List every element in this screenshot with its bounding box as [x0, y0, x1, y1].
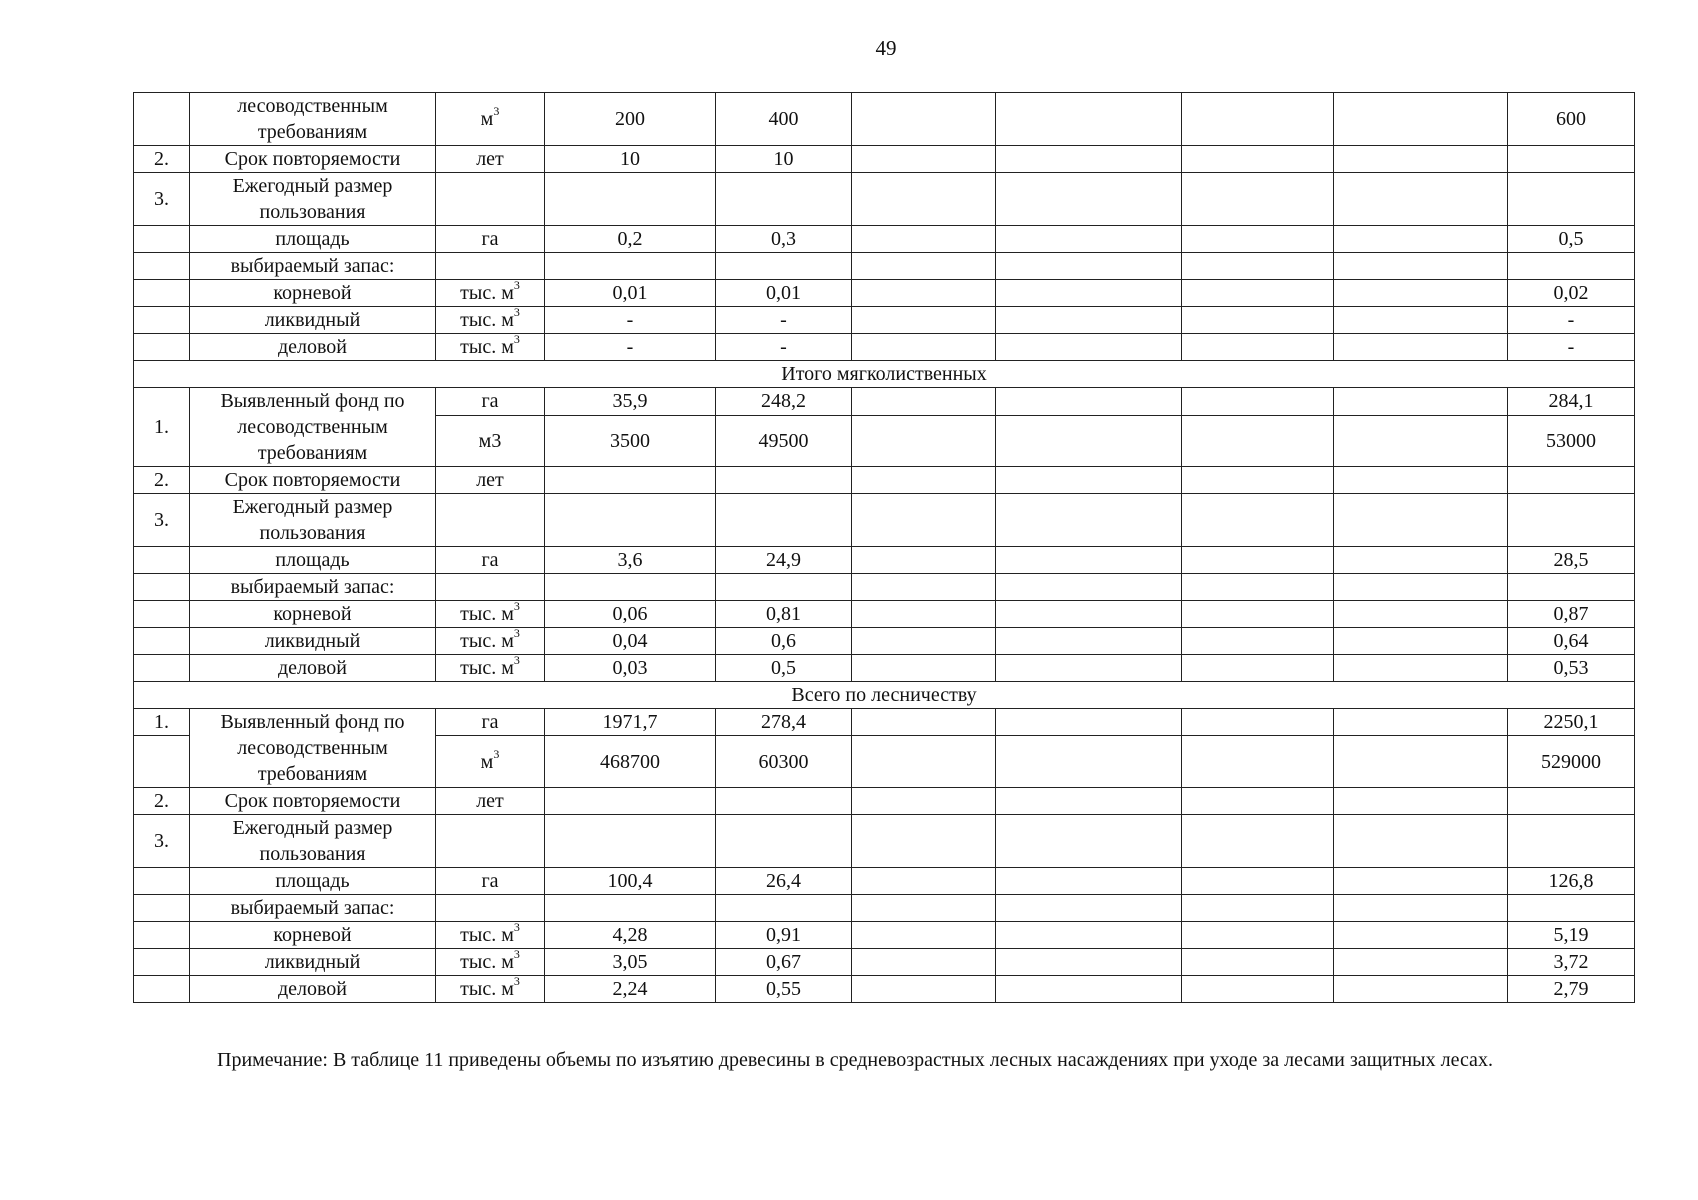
empty-cell [1182, 736, 1334, 788]
unit-cell: тыс. $м^3$ [436, 949, 545, 976]
table-row [134, 253, 1635, 280]
unit-cell: га [436, 226, 545, 253]
total-cell: 2250,1 [1508, 709, 1635, 736]
total-cell: 3,72 [1508, 949, 1635, 976]
row-number [134, 93, 190, 146]
row-number [134, 949, 190, 976]
row-name: выбираемый запас: [190, 574, 436, 601]
total-cell [1508, 815, 1635, 868]
empty-cell [1334, 976, 1508, 1003]
value-cell [716, 788, 852, 815]
total-cell: 0,53 [1508, 655, 1635, 682]
row-name: деловой [190, 334, 436, 361]
empty-cell [852, 736, 996, 788]
unit-cell [436, 895, 545, 922]
unit-cell: лет [436, 146, 545, 173]
value-cell: 26,4 [716, 868, 852, 895]
row-number: 2. [134, 467, 190, 494]
total-cell [1508, 467, 1635, 494]
empty-cell [1334, 574, 1508, 601]
total-cell: 284,1 [1508, 388, 1635, 416]
empty-cell [1182, 388, 1334, 416]
total-cell: - [1508, 307, 1635, 334]
value-cell [716, 467, 852, 494]
row-name: корневой [190, 280, 436, 307]
empty-cell [852, 628, 996, 655]
row-name: Срок повторяемости [190, 788, 436, 815]
table-body [134, 93, 1635, 1003]
value-cell [545, 815, 716, 868]
value-cell [716, 173, 852, 226]
unit-cell: м3 [436, 415, 545, 466]
value-cell: 24,9 [716, 547, 852, 574]
total-cell [1508, 788, 1635, 815]
row-name: деловой [190, 976, 436, 1003]
row-name: Ежегодный размер пользования [190, 494, 436, 547]
table-row [134, 815, 1635, 868]
value-cell [716, 574, 852, 601]
empty-cell [1334, 307, 1508, 334]
empty-cell [1182, 922, 1334, 949]
empty-cell [996, 226, 1182, 253]
unit-cell [436, 253, 545, 280]
empty-cell [852, 895, 996, 922]
empty-cell [1334, 815, 1508, 868]
value-cell: 3500 [545, 415, 716, 466]
row-number [134, 601, 190, 628]
total-cell: 600 [1508, 93, 1635, 146]
unit-cell: $м^3$ [436, 736, 545, 788]
empty-cell [1334, 415, 1508, 466]
row-number: 2. [134, 788, 190, 815]
row-number [134, 307, 190, 334]
value-cell: 10 [545, 146, 716, 173]
unit-cell: тыс. $м^3$ [436, 922, 545, 949]
value-cell: - [716, 334, 852, 361]
value-cell [545, 494, 716, 547]
empty-cell [1334, 280, 1508, 307]
total-cell: 5,19 [1508, 922, 1635, 949]
total-cell: 2,79 [1508, 976, 1635, 1003]
unit-cell: тыс. $м^3$ [436, 976, 545, 1003]
empty-cell [1182, 226, 1334, 253]
empty-cell [852, 709, 996, 736]
value-cell [716, 895, 852, 922]
unit-cell: тыс. $м^3$ [436, 655, 545, 682]
row-number: 1. [134, 709, 190, 736]
empty-cell [1334, 736, 1508, 788]
empty-cell [852, 815, 996, 868]
value-cell [716, 815, 852, 868]
row-number [134, 226, 190, 253]
empty-cell [852, 547, 996, 574]
empty-cell [996, 307, 1182, 334]
table-row [134, 601, 1635, 628]
empty-cell [1182, 949, 1334, 976]
value-cell: - [545, 307, 716, 334]
total-cell: 28,5 [1508, 547, 1635, 574]
total-cell: 529000 [1508, 736, 1635, 788]
total-cell: 53000 [1508, 415, 1635, 466]
empty-cell [1334, 467, 1508, 494]
value-cell: 2,24 [545, 976, 716, 1003]
empty-cell [1182, 173, 1334, 226]
row-number [134, 736, 190, 788]
value-cell: 200 [545, 93, 716, 146]
empty-cell [852, 280, 996, 307]
empty-cell [1182, 146, 1334, 173]
unit-cell: га [436, 709, 545, 736]
empty-cell [1334, 173, 1508, 226]
value-cell: 1971,7 [545, 709, 716, 736]
row-name: Ежегодный размер пользования [190, 815, 436, 868]
row-name: ликвидный [190, 307, 436, 334]
empty-cell [996, 467, 1182, 494]
empty-cell [996, 547, 1182, 574]
empty-cell [996, 146, 1182, 173]
empty-cell [996, 815, 1182, 868]
empty-cell [1334, 226, 1508, 253]
empty-cell [852, 601, 996, 628]
row-name: корневой [190, 922, 436, 949]
value-cell [545, 253, 716, 280]
page-number: 49 [875, 36, 897, 60]
empty-cell [1182, 93, 1334, 146]
row-number: 1. [134, 388, 190, 467]
empty-cell [996, 788, 1182, 815]
row-number: 3. [134, 494, 190, 547]
empty-cell [996, 253, 1182, 280]
empty-cell [1182, 574, 1334, 601]
value-cell: 10 [716, 146, 852, 173]
empty-cell [1182, 976, 1334, 1003]
empty-cell [1334, 494, 1508, 547]
empty-cell [852, 226, 996, 253]
empty-cell [1334, 655, 1508, 682]
row-name: Выявленный фонд по лесоводственным требованиям [190, 388, 436, 467]
empty-cell [852, 388, 996, 416]
empty-cell [1334, 788, 1508, 815]
row-number [134, 655, 190, 682]
unit-cell: тыс. $м^3$ [436, 280, 545, 307]
empty-cell [1334, 388, 1508, 416]
section-header-row [134, 361, 1635, 388]
empty-cell [1334, 146, 1508, 173]
empty-cell [1334, 628, 1508, 655]
empty-cell [1334, 547, 1508, 574]
value-cell: 248,2 [716, 388, 852, 416]
unit-cell: тыс. $м^3$ [436, 628, 545, 655]
empty-cell [852, 494, 996, 547]
table-row [134, 280, 1635, 307]
value-cell: 468700 [545, 736, 716, 788]
row-number: 3. [134, 173, 190, 226]
value-cell: 3,05 [545, 949, 716, 976]
empty-cell [852, 788, 996, 815]
unit-cell: га [436, 388, 545, 416]
table-row [134, 574, 1635, 601]
row-name: площадь [190, 547, 436, 574]
empty-cell [852, 467, 996, 494]
empty-cell [1182, 868, 1334, 895]
value-cell: 0,91 [716, 922, 852, 949]
empty-cell [996, 388, 1182, 416]
empty-cell [852, 173, 996, 226]
value-cell: 0,01 [545, 280, 716, 307]
empty-cell [1334, 93, 1508, 146]
row-number [134, 280, 190, 307]
value-cell: - [545, 334, 716, 361]
empty-cell [852, 307, 996, 334]
value-cell: - [716, 307, 852, 334]
empty-cell [996, 628, 1182, 655]
row-name: площадь [190, 226, 436, 253]
unit-cell: лет [436, 467, 545, 494]
row-number [134, 547, 190, 574]
value-cell: 60300 [716, 736, 852, 788]
empty-cell [852, 574, 996, 601]
row-number [134, 574, 190, 601]
table-row [134, 655, 1635, 682]
row-name: площадь [190, 868, 436, 895]
table-row [134, 146, 1635, 173]
empty-cell [852, 415, 996, 466]
row-name: корневой [190, 601, 436, 628]
value-cell: 0,04 [545, 628, 716, 655]
empty-cell [1182, 467, 1334, 494]
table-row [134, 388, 1635, 416]
row-name: лесоводственным требованиям [190, 93, 436, 146]
empty-cell [996, 280, 1182, 307]
table-row [134, 868, 1635, 895]
empty-cell [1182, 415, 1334, 466]
empty-cell [852, 253, 996, 280]
value-cell: 3,6 [545, 547, 716, 574]
empty-cell [1182, 547, 1334, 574]
value-cell [545, 895, 716, 922]
empty-cell [996, 976, 1182, 1003]
empty-cell [1334, 253, 1508, 280]
empty-cell [996, 922, 1182, 949]
empty-cell [996, 655, 1182, 682]
empty-cell [1334, 709, 1508, 736]
empty-cell [1182, 709, 1334, 736]
section-header-row [134, 682, 1635, 709]
table-row [134, 976, 1635, 1003]
value-cell: 0,3 [716, 226, 852, 253]
unit-cell: тыс. $м^3$ [436, 307, 545, 334]
table-row [134, 226, 1635, 253]
empty-cell [1334, 334, 1508, 361]
value-cell: 0,67 [716, 949, 852, 976]
value-cell: 400 [716, 93, 852, 146]
unit-cell: лет [436, 788, 545, 815]
section-title: Итого мягколиственных [134, 361, 1635, 388]
unit-cell: га [436, 868, 545, 895]
total-cell [1508, 253, 1635, 280]
table-row [134, 895, 1635, 922]
empty-cell [1182, 815, 1334, 868]
value-cell: 4,28 [545, 922, 716, 949]
table-note: Примечание: В таблице 11 приведены объемы по изъятию древесины в средневозрастных лесных насаждениях при уходе за лесами защитных лесах. [217, 1049, 1493, 1071]
row-number: 3. [134, 815, 190, 868]
empty-cell [996, 736, 1182, 788]
value-cell [545, 467, 716, 494]
value-cell [545, 173, 716, 226]
table-row [134, 547, 1635, 574]
table-row [134, 307, 1635, 334]
value-cell [545, 788, 716, 815]
value-cell [716, 494, 852, 547]
total-cell: 0,64 [1508, 628, 1635, 655]
empty-cell [852, 334, 996, 361]
row-name: выбираемый запас: [190, 895, 436, 922]
value-cell [545, 574, 716, 601]
empty-cell [996, 601, 1182, 628]
empty-cell [1182, 788, 1334, 815]
empty-cell [1182, 895, 1334, 922]
total-cell: - [1508, 334, 1635, 361]
empty-cell [1182, 334, 1334, 361]
table-row [134, 173, 1635, 226]
table-row [134, 922, 1635, 949]
empty-cell [996, 574, 1182, 601]
row-number [134, 628, 190, 655]
value-cell: 0,01 [716, 280, 852, 307]
value-cell: 0,5 [716, 655, 852, 682]
unit-cell: га [436, 547, 545, 574]
total-cell: 0,02 [1508, 280, 1635, 307]
table-row [134, 334, 1635, 361]
empty-cell [852, 976, 996, 1003]
row-number [134, 922, 190, 949]
table-row [134, 494, 1635, 547]
empty-cell [852, 922, 996, 949]
table-row [134, 467, 1635, 494]
value-cell: 0,55 [716, 976, 852, 1003]
row-name: Выявленный фонд по лесоводственным требованиям [190, 709, 436, 788]
table-row [134, 93, 1635, 146]
row-number [134, 334, 190, 361]
empty-cell [1182, 601, 1334, 628]
unit-cell: тыс. $м^3$ [436, 601, 545, 628]
empty-cell [1182, 253, 1334, 280]
empty-cell [996, 415, 1182, 466]
empty-cell [1182, 307, 1334, 334]
row-name: Срок повторяемости [190, 467, 436, 494]
total-cell [1508, 173, 1635, 226]
unit-cell [436, 494, 545, 547]
empty-cell [852, 655, 996, 682]
value-cell: 35,9 [545, 388, 716, 416]
table-row [134, 949, 1635, 976]
empty-cell [996, 173, 1182, 226]
row-name: деловой [190, 655, 436, 682]
table-row [134, 628, 1635, 655]
empty-cell [996, 709, 1182, 736]
unit-cell [436, 815, 545, 868]
row-name: выбираемый запас: [190, 253, 436, 280]
empty-cell [1182, 494, 1334, 547]
section-title: Всего по лесничеству [134, 682, 1635, 709]
total-cell: 0,87 [1508, 601, 1635, 628]
empty-cell [1182, 628, 1334, 655]
row-number [134, 976, 190, 1003]
value-cell: 49500 [716, 415, 852, 466]
unit-cell: $м^3$ [436, 93, 545, 146]
unit-cell: тыс. $м^3$ [436, 334, 545, 361]
empty-cell [996, 949, 1182, 976]
table-row [134, 788, 1635, 815]
table-row [134, 709, 1635, 736]
empty-cell [1334, 895, 1508, 922]
empty-cell [852, 949, 996, 976]
row-name: ликвидный [190, 949, 436, 976]
value-cell [716, 253, 852, 280]
value-cell: 0,2 [545, 226, 716, 253]
value-cell: 0,6 [716, 628, 852, 655]
empty-cell [996, 868, 1182, 895]
empty-cell [1182, 280, 1334, 307]
forest-use-table [133, 92, 1635, 1003]
empty-cell [852, 93, 996, 146]
value-cell: 0,06 [545, 601, 716, 628]
row-name: Ежегодный размер пользования [190, 173, 436, 226]
row-number [134, 868, 190, 895]
empty-cell [852, 868, 996, 895]
empty-cell [1334, 949, 1508, 976]
row-name: ликвидный [190, 628, 436, 655]
row-number [134, 895, 190, 922]
value-cell: 0,03 [545, 655, 716, 682]
empty-cell [1334, 922, 1508, 949]
unit-cell [436, 173, 545, 226]
empty-cell [996, 494, 1182, 547]
total-cell [1508, 494, 1635, 547]
value-cell: 278,4 [716, 709, 852, 736]
empty-cell [996, 895, 1182, 922]
total-cell [1508, 895, 1635, 922]
total-cell: 0,5 [1508, 226, 1635, 253]
empty-cell [996, 334, 1182, 361]
row-name: Срок повторяемости [190, 146, 436, 173]
total-cell [1508, 146, 1635, 173]
empty-cell [996, 93, 1182, 146]
empty-cell [1182, 655, 1334, 682]
empty-cell [1334, 601, 1508, 628]
total-cell: 126,8 [1508, 868, 1635, 895]
row-number: 2. [134, 146, 190, 173]
value-cell: 100,4 [545, 868, 716, 895]
unit-cell [436, 574, 545, 601]
total-cell [1508, 574, 1635, 601]
empty-cell [1334, 868, 1508, 895]
empty-cell [852, 146, 996, 173]
row-number [134, 253, 190, 280]
value-cell: 0,81 [716, 601, 852, 628]
